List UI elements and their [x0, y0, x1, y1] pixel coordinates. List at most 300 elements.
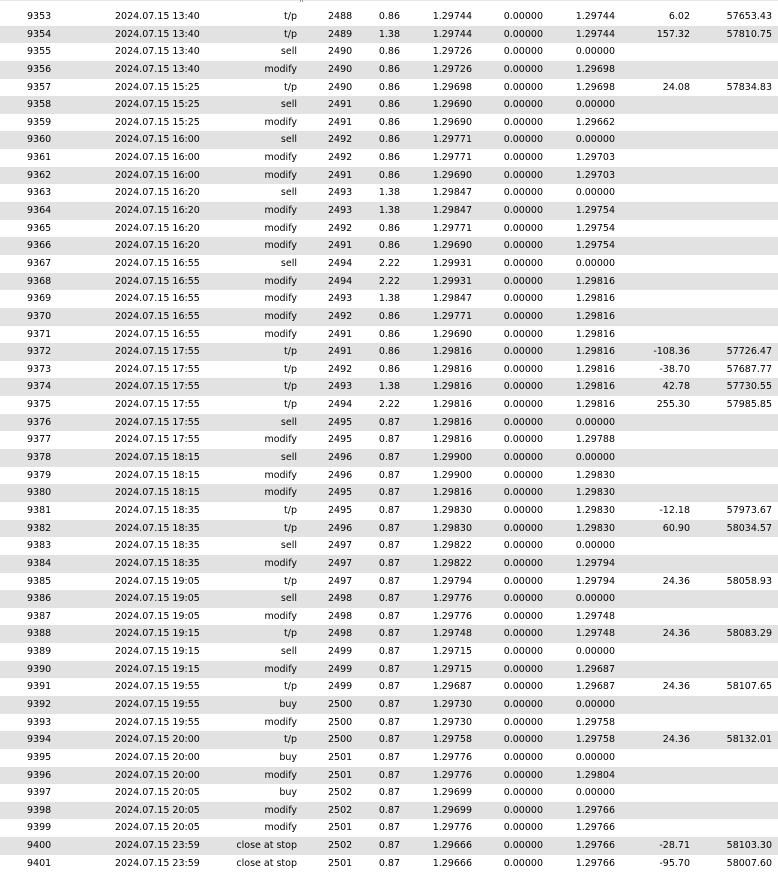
table-row[interactable] [0, 361, 778, 379]
cell-order: 2498 [328, 628, 353, 640]
cell-time: 2024.07.15 15:25 [115, 81, 200, 93]
table-row[interactable] [0, 731, 778, 749]
cell-size: 0.87 [378, 840, 400, 852]
cell-balance: 57810.75 [726, 28, 772, 40]
table-row[interactable] [0, 96, 778, 114]
cell-type: modify [264, 240, 297, 252]
cell-size: 0.87 [378, 452, 400, 464]
cell-id: 9367 [27, 257, 52, 269]
cell-sl: 0.00000 [503, 540, 543, 552]
cell-type: buy [279, 698, 297, 710]
cell-sl: 0.00000 [503, 152, 543, 164]
cell-price: 1.29771 [432, 222, 472, 234]
cell-tp: 1.29816 [575, 293, 615, 305]
cell-order: 2499 [328, 646, 353, 658]
table-row[interactable] [0, 625, 778, 643]
cell-id: 9395 [27, 751, 52, 763]
cell-time: 2024.07.15 16:20 [115, 240, 200, 252]
cell-time: 2024.07.15 20:05 [115, 787, 200, 799]
cell-tp: 1.29687 [575, 681, 615, 693]
cell-tp: 1.29816 [575, 381, 615, 393]
cell-type: modify [264, 804, 297, 816]
cell-time: 2024.07.15 19:55 [115, 681, 200, 693]
table-row[interactable] [0, 326, 778, 344]
table-row[interactable] [0, 79, 778, 97]
cell-type: t/p [284, 28, 297, 40]
cell-order: 2491 [328, 346, 353, 358]
cell-time: 2024.07.15 16:00 [115, 134, 200, 146]
cell-size: 0.87 [378, 857, 400, 869]
cell-order: 2489 [328, 28, 353, 40]
cell-time: 2024.07.15 16:20 [115, 222, 200, 234]
cell-price: 1.29730 [432, 698, 472, 710]
cell-id: 9355 [27, 46, 52, 58]
cell-balance: 57834.83 [726, 81, 772, 93]
cell-profit: -28.71 [659, 840, 690, 852]
cell-price: 1.29771 [432, 134, 472, 146]
cell-sl: 0.00000 [503, 787, 543, 799]
cell-order: 2502 [328, 840, 353, 852]
cell-order: 2491 [328, 328, 353, 340]
cell-type: t/p [284, 11, 297, 22]
cell-sl: 0.00000 [503, 575, 543, 587]
cell-sl: 0.00000 [503, 769, 543, 781]
cell-type: modify [264, 116, 297, 128]
cell-balance: 58132.01 [726, 734, 772, 746]
cell-order: 2497 [328, 540, 353, 552]
cell-id: 9361 [27, 152, 52, 164]
cell-id: 9384 [27, 557, 52, 569]
cell-type: modify [264, 557, 297, 569]
cell-balance: 58083.29 [726, 628, 772, 640]
cell-balance: 57653.43 [726, 11, 772, 22]
table-row[interactable] [0, 237, 778, 255]
cell-order: 2493 [328, 293, 353, 305]
cell-tp: 1.29698 [575, 63, 615, 75]
cell-tp: 0.00000 [575, 751, 615, 763]
cell-balance: 57973.67 [726, 504, 772, 516]
cell-tp: 0.00000 [575, 187, 615, 199]
cell-size: 1.38 [378, 28, 400, 40]
cell-time: 2024.07.15 16:20 [115, 187, 200, 199]
table-row[interactable] [0, 749, 778, 767]
table-row[interactable] [0, 520, 778, 538]
table-row[interactable] [0, 590, 778, 608]
table-row[interactable] [0, 43, 778, 61]
cell-time: 2024.07.15 18:15 [115, 452, 200, 464]
cell-tp: 0.00000 [575, 416, 615, 428]
cell-price: 1.29690 [432, 116, 472, 128]
cell-price: 1.29816 [432, 363, 472, 375]
cell-type: modify [264, 769, 297, 781]
cell-sl: 0.00000 [503, 434, 543, 446]
cell-time: 2024.07.15 19:05 [115, 610, 200, 622]
cell-tp: 1.29758 [575, 734, 615, 746]
cell-tp: 1.29766 [575, 840, 615, 852]
table-row[interactable] [0, 184, 778, 202]
cell-order: 2495 [328, 434, 353, 446]
cell-order: 2494 [328, 257, 353, 269]
cell-order: 2501 [328, 857, 353, 869]
cell-tp: 1.29662 [575, 116, 615, 128]
cell-size: 0.87 [378, 610, 400, 622]
cell-order: 2493 [328, 187, 353, 199]
table-row[interactable] [0, 26, 778, 44]
cell-id: 9379 [27, 469, 52, 481]
table-row[interactable] [0, 167, 778, 185]
cell-tp: 1.29816 [575, 328, 615, 340]
cell-tp: 0.00000 [575, 787, 615, 799]
cell-order: 2500 [328, 734, 353, 746]
cell-id: 9400 [27, 840, 52, 852]
table-row[interactable] [0, 290, 778, 308]
cell-sl: 0.00000 [503, 716, 543, 728]
cell-price: 1.29900 [432, 452, 472, 464]
cell-price: 1.29816 [432, 381, 472, 393]
cell-sl: 0.00000 [503, 734, 543, 746]
cell-id: 9365 [27, 222, 52, 234]
cell-order: 2493 [328, 381, 353, 393]
cell-tp: 1.29794 [575, 575, 615, 587]
cell-price: 1.29816 [432, 399, 472, 411]
cell-sl: 0.00000 [503, 187, 543, 199]
cell-id: 9391 [27, 681, 52, 693]
cell-id: 9377 [27, 434, 52, 446]
cell-time: 2024.07.15 13:40 [115, 63, 200, 75]
cell-size: 1.38 [378, 205, 400, 217]
table-row[interactable] [0, 414, 778, 432]
cell-time: 2024.07.15 15:25 [115, 116, 200, 128]
cell-price: 1.29690 [432, 240, 472, 252]
table-row[interactable] [0, 131, 778, 149]
cell-sl: 0.00000 [503, 99, 543, 111]
cell-order: 2495 [328, 416, 353, 428]
cell-sl: 0.00000 [503, 381, 543, 393]
cell-sl: 0.00000 [503, 205, 543, 217]
cell-order: 2490 [328, 46, 353, 58]
table-row[interactable] [0, 8, 778, 26]
cell-id: 9380 [27, 487, 52, 499]
cell-time: 2024.07.15 17:55 [115, 399, 200, 411]
cell-id: 9372 [27, 346, 52, 358]
cell-order: 2495 [328, 504, 353, 516]
cell-sl: 0.00000 [503, 751, 543, 763]
cell-price: 1.29900 [432, 469, 472, 481]
cell-sl: 0.00000 [503, 257, 543, 269]
cell-price: 1.29758 [432, 734, 472, 746]
cell-tp: 1.29744 [575, 11, 615, 22]
table-row[interactable] [0, 220, 778, 238]
cell-id: 9375 [27, 399, 52, 411]
cell-type: modify [264, 63, 297, 75]
cell-type: modify [264, 222, 297, 234]
cell-sl: 0.00000 [503, 681, 543, 693]
table-row[interactable] [0, 467, 778, 485]
table-row[interactable] [0, 308, 778, 326]
table-row[interactable] [0, 837, 778, 855]
cell-order: 2491 [328, 169, 353, 181]
cell-price: 1.29776 [432, 610, 472, 622]
cell-sl: 0.00000 [503, 804, 543, 816]
cell-price: 1.29699 [432, 787, 472, 799]
cell-size: 0.87 [378, 663, 400, 675]
cell-order: 2501 [328, 751, 353, 763]
cell-price: 1.29748 [432, 628, 472, 640]
table-row[interactable] [0, 449, 778, 467]
cell-price: 1.29822 [432, 540, 472, 552]
cell-price: 1.29771 [432, 152, 472, 164]
cell-tp: 1.29804 [575, 769, 615, 781]
cell-time: 2024.07.15 18:35 [115, 522, 200, 534]
cell-order: 2497 [328, 557, 353, 569]
cell-type: modify [264, 293, 297, 305]
cell-sl: 0.00000 [503, 169, 543, 181]
cell-price: 1.29847 [432, 205, 472, 217]
cell-order: 2491 [328, 116, 353, 128]
cell-order: 2500 [328, 698, 353, 710]
cell-time: 2024.07.15 16:55 [115, 275, 200, 287]
cell-order: 2490 [328, 63, 353, 75]
cell-time: 2024.07.15 19:05 [115, 575, 200, 587]
cell-sl: 0.00000 [503, 698, 543, 710]
cell-order: 2492 [328, 222, 353, 234]
cell-sl: 0.00000 [503, 593, 543, 605]
cell-time: 2024.07.15 19:15 [115, 628, 200, 640]
cell-sl: 0.00000 [503, 557, 543, 569]
cell-size: 0.86 [378, 99, 400, 111]
cell-size: 0.87 [378, 487, 400, 499]
cell-id: 9387 [27, 610, 52, 622]
cell-size: 0.87 [378, 593, 400, 605]
cell-profit: -108.36 [653, 346, 690, 358]
cell-tp: 1.29698 [575, 81, 615, 93]
cell-id: 9362 [27, 169, 52, 181]
cell-type: sell [280, 187, 297, 199]
table-row[interactable] [0, 149, 778, 167]
cell-type: modify [264, 610, 297, 622]
cell-time: 2024.07.15 15:25 [115, 99, 200, 111]
table-row[interactable] [0, 431, 778, 449]
cell-time: 2024.07.15 18:35 [115, 540, 200, 552]
cell-id: 9399 [27, 822, 52, 834]
cell-size: 0.86 [378, 169, 400, 181]
cell-id: 9357 [27, 81, 52, 93]
cell-price: 1.29816 [432, 434, 472, 446]
cell-profit: -12.18 [659, 504, 690, 516]
cell-id: 9378 [27, 452, 52, 464]
cell-balance: 58007.60 [726, 857, 772, 869]
cell-time: 2024.07.15 18:15 [115, 487, 200, 499]
cell-tp: 1.29830 [575, 504, 615, 516]
cell-order: 2496 [328, 469, 353, 481]
cell-size: 2.22 [378, 275, 400, 287]
cell-type: sell [280, 416, 297, 428]
cell-price: 1.29726 [432, 46, 472, 58]
cell-time: 2024.07.15 19:55 [115, 716, 200, 728]
cell-id: 9356 [27, 63, 52, 75]
cell-tp: 1.29754 [575, 222, 615, 234]
cell-type: sell [280, 99, 297, 111]
cell-sl: 0.00000 [503, 363, 543, 375]
table-row[interactable] [0, 255, 778, 273]
cell-order: 2497 [328, 575, 353, 587]
cell-id: 9376 [27, 416, 52, 428]
column-resize-handle[interactable] [300, 0, 304, 3]
cell-profit: 6.02 [668, 11, 690, 22]
cell-price: 1.29687 [432, 681, 472, 693]
cell-size: 0.86 [378, 363, 400, 375]
cell-order: 2502 [328, 787, 353, 799]
cell-order: 2492 [328, 310, 353, 322]
cell-order: 2500 [328, 716, 353, 728]
table-row[interactable] [0, 678, 778, 696]
cell-tp: 1.29788 [575, 434, 615, 446]
cell-id: 9359 [27, 116, 52, 128]
cell-id: 9363 [27, 187, 52, 199]
cell-sl: 0.00000 [503, 310, 543, 322]
cell-sl: 0.00000 [503, 275, 543, 287]
cell-size: 0.87 [378, 469, 400, 481]
cell-profit: 60.90 [662, 522, 690, 534]
cell-type: modify [264, 469, 297, 481]
cell-tp: 1.29766 [575, 822, 615, 834]
cell-order: 2496 [328, 452, 353, 464]
cell-size: 0.87 [378, 822, 400, 834]
table-row[interactable] [0, 537, 778, 555]
cell-size: 0.86 [378, 11, 400, 22]
cell-type: t/p [284, 399, 297, 411]
cell-time: 2024.07.15 18:35 [115, 557, 200, 569]
cell-tp: 1.29703 [575, 169, 615, 181]
cell-time: 2024.07.15 19:55 [115, 698, 200, 710]
cell-profit: 24.36 [662, 681, 690, 693]
cell-price: 1.29699 [432, 804, 472, 816]
cell-time: 2024.07.15 16:00 [115, 169, 200, 181]
cell-balance: 58103.30 [726, 840, 772, 852]
cell-tp: 1.29830 [575, 487, 615, 499]
cell-order: 2502 [328, 804, 353, 816]
cell-id: 9358 [27, 99, 52, 111]
cell-order: 2490 [328, 81, 353, 93]
table-row[interactable] [0, 608, 778, 626]
cell-price: 1.29847 [432, 293, 472, 305]
cell-size: 2.22 [378, 399, 400, 411]
cell-price: 1.29771 [432, 310, 472, 322]
table-row[interactable] [0, 114, 778, 132]
cell-sl: 0.00000 [503, 28, 543, 40]
cell-profit: -38.70 [659, 363, 690, 375]
cell-tp: 1.29744 [575, 28, 615, 40]
cell-sl: 0.00000 [503, 116, 543, 128]
cell-tp: 1.29816 [575, 310, 615, 322]
cell-balance: 57726.47 [726, 346, 772, 358]
table-row[interactable] [0, 202, 778, 220]
table-row[interactable] [0, 343, 778, 361]
cell-balance: 58034.57 [726, 522, 772, 534]
cell-size: 0.87 [378, 734, 400, 746]
cell-sl: 0.00000 [503, 610, 543, 622]
cell-time: 2024.07.15 18:15 [115, 469, 200, 481]
table-row[interactable] [0, 696, 778, 714]
cell-size: 0.87 [378, 751, 400, 763]
table-row[interactable] [0, 61, 778, 79]
cell-type: modify [264, 310, 297, 322]
cell-time: 2024.07.15 20:00 [115, 769, 200, 781]
cell-id: 9390 [27, 663, 52, 675]
table-row[interactable] [0, 784, 778, 802]
cell-id: 9373 [27, 363, 52, 375]
table-row[interactable] [0, 378, 778, 396]
table-row[interactable] [0, 573, 778, 591]
cell-balance: 58058.93 [726, 575, 772, 587]
cell-price: 1.29830 [432, 522, 472, 534]
cell-size: 0.87 [378, 434, 400, 446]
cell-tp: 0.00000 [575, 134, 615, 146]
cell-price: 1.29931 [432, 275, 472, 287]
cell-time: 2024.07.15 23:59 [115, 840, 200, 852]
cell-order: 2492 [328, 134, 353, 146]
cell-tp: 0.00000 [575, 593, 615, 605]
table-row[interactable] [0, 714, 778, 732]
cell-time: 2024.07.15 19:15 [115, 663, 200, 675]
cell-size: 0.86 [378, 63, 400, 75]
cell-balance: 57985.85 [726, 399, 772, 411]
table-row[interactable] [0, 555, 778, 573]
table-row[interactable] [0, 819, 778, 837]
cell-price: 1.29816 [432, 487, 472, 499]
cell-type: sell [280, 540, 297, 552]
cell-size: 0.87 [378, 504, 400, 516]
cell-tp: 1.29758 [575, 716, 615, 728]
table-row[interactable] [0, 484, 778, 502]
cell-price: 1.29794 [432, 575, 472, 587]
table-row[interactable] [0, 855, 778, 872]
cell-sl: 0.00000 [503, 81, 543, 93]
cell-sl: 0.00000 [503, 452, 543, 464]
cell-tp: 1.29748 [575, 610, 615, 622]
cell-sl: 0.00000 [503, 663, 543, 675]
cell-size: 0.86 [378, 240, 400, 252]
cell-type: modify [264, 822, 297, 834]
cell-time: 2024.07.15 13:40 [115, 28, 200, 40]
cell-time: 2024.07.15 23:59 [115, 857, 200, 869]
cell-size: 0.86 [378, 152, 400, 164]
cell-id: 9368 [27, 275, 52, 287]
table-row[interactable] [0, 273, 778, 291]
table-row[interactable] [0, 643, 778, 661]
cell-sl: 0.00000 [503, 628, 543, 640]
table-row[interactable] [0, 767, 778, 785]
cell-size: 0.87 [378, 769, 400, 781]
table-row[interactable] [0, 502, 778, 520]
cell-id: 9386 [27, 593, 52, 605]
cell-type: modify [264, 205, 297, 217]
cell-size: 0.87 [378, 522, 400, 534]
cell-size: 0.86 [378, 346, 400, 358]
table-row[interactable] [0, 396, 778, 414]
cell-size: 0.87 [378, 698, 400, 710]
table-row[interactable] [0, 661, 778, 679]
cell-id: 9397 [27, 787, 52, 799]
cell-profit: -95.70 [659, 857, 690, 869]
cell-type: modify [264, 152, 297, 164]
cell-type: t/p [284, 522, 297, 534]
table-row[interactable] [0, 802, 778, 820]
cell-size: 0.87 [378, 804, 400, 816]
cell-price: 1.29830 [432, 504, 472, 516]
cell-time: 2024.07.15 13:40 [115, 11, 200, 22]
cell-type: modify [264, 487, 297, 499]
